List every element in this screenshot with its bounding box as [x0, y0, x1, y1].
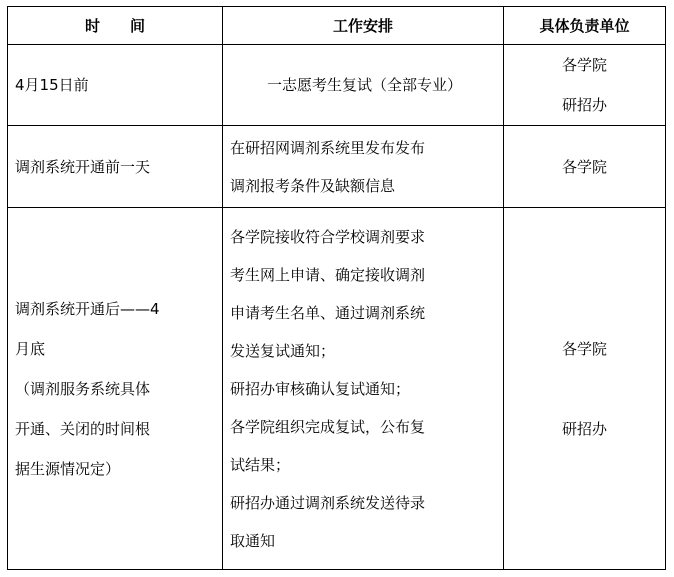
- unit-cell: [504, 208, 666, 570]
- work-cell: [223, 126, 504, 208]
- work-cell: [223, 45, 504, 126]
- time-text: 据生源情况定）: [15, 459, 121, 478]
- time-cell: [8, 45, 223, 126]
- time-cell: [8, 208, 223, 570]
- header-work: 工作安排: [223, 7, 504, 45]
- work-text: 在研招网调剂系统里发布发布: [230, 138, 426, 157]
- unit-cell: [504, 45, 666, 126]
- header-unit: 具体负责单位: [504, 7, 666, 45]
- table-header-row: [8, 7, 666, 45]
- unit-text: 研招办: [561, 96, 607, 114]
- time-cell: [8, 126, 223, 208]
- work-text: 各学院接收符合学校调剂要求: [230, 227, 426, 246]
- work-text: 研招办审核确认复试通知；: [230, 379, 411, 398]
- unit-text: 各学院: [561, 339, 607, 358]
- time-text: （调剂服务系统具体: [15, 379, 151, 398]
- work-text: 取通知: [230, 531, 276, 550]
- work-text: 考生网上申请、确定接收调剂: [230, 265, 426, 284]
- header-time: 时 间: [8, 7, 223, 45]
- work-text: 各学院组织完成复试，公布复: [230, 417, 426, 436]
- work-text: 研招办通过调剂系统发送待录: [230, 493, 426, 512]
- time-text: 4月15日前: [15, 76, 89, 94]
- work-text: 申请考生名单、通过调剂系统: [230, 303, 426, 322]
- table-row: [8, 208, 666, 570]
- work-text: 发送复试通知；: [230, 341, 336, 360]
- schedule-table: [7, 6, 666, 570]
- time-text: 月底: [15, 339, 46, 358]
- table-row: [8, 45, 666, 126]
- work-text: 调剂报考条件及缺额信息: [230, 176, 396, 195]
- unit-cell: [504, 126, 666, 208]
- work-text: 试结果；: [230, 455, 291, 474]
- unit-text: 研招办: [561, 419, 607, 438]
- work-cell: [223, 208, 504, 570]
- time-text: 调剂系统开通后——4: [15, 299, 160, 318]
- time-text: 调剂系统开通前一天: [15, 157, 151, 176]
- work-text: 一志愿考生复试（全部专业）: [266, 76, 462, 94]
- unit-text: 各学院: [561, 56, 607, 74]
- table-row: [8, 126, 666, 208]
- unit-text: 各学院: [561, 157, 607, 176]
- time-text: 开通、关闭的时间根: [15, 419, 151, 438]
